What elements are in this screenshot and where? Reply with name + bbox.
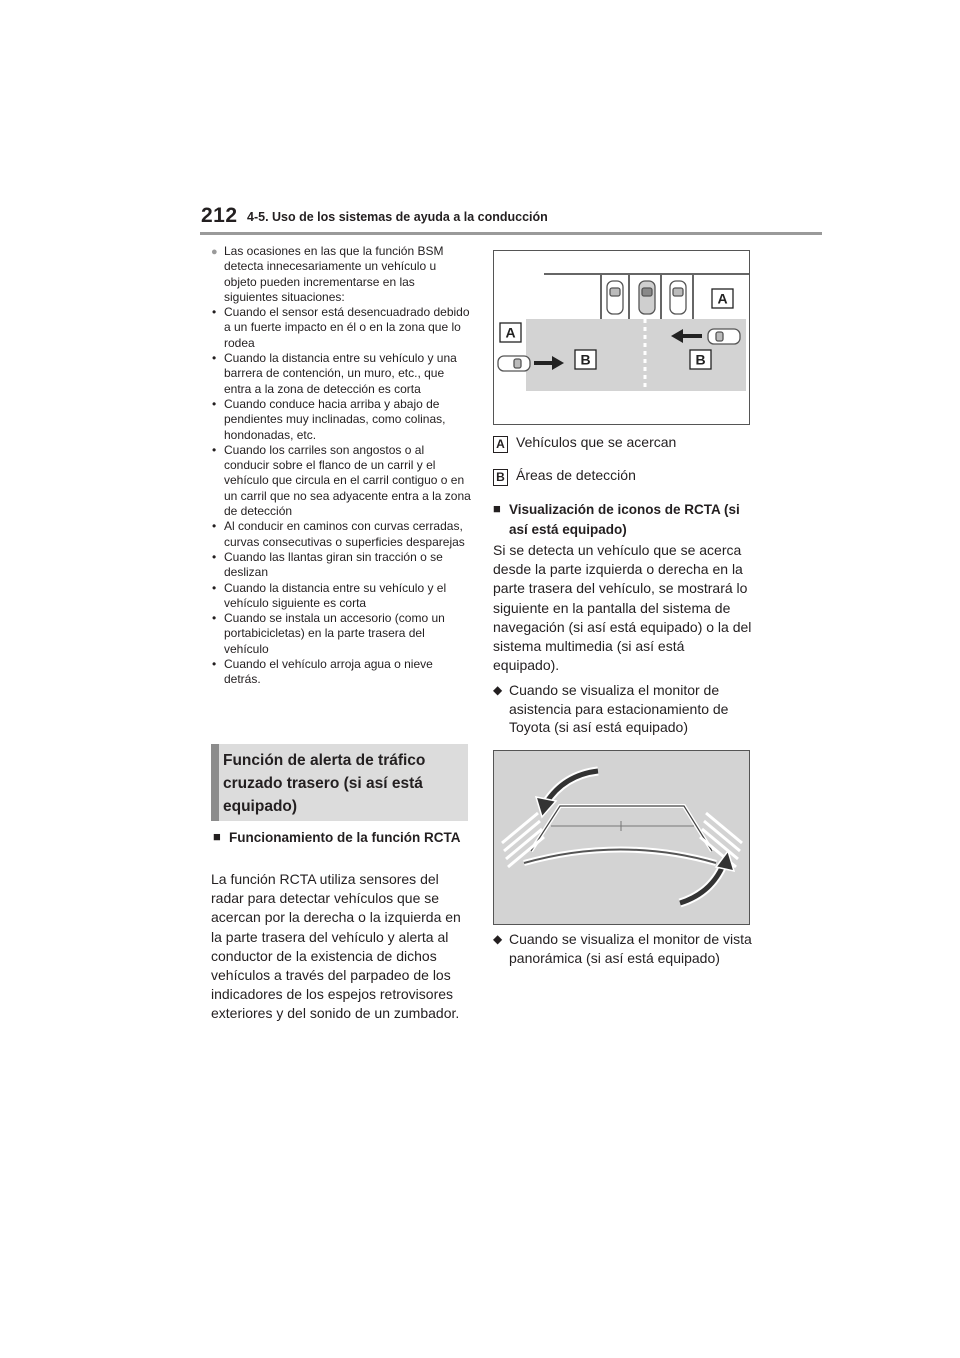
rcta-section-title: Función de alerta de tráfico cruzado trasero (si así está equipado) <box>223 752 426 815</box>
list-item: • Cuando el sensor está desencuadrado debido a un fuerte impacto en él o en la zona que lo rodea <box>211 305 471 351</box>
rcta-banner-accent <box>211 744 219 821</box>
display-item-text: Cuando se visualiza el monitor de vista panorámica (si así está equipado) <box>509 931 752 966</box>
header-rule <box>200 232 822 235</box>
rcta-subheading <box>213 828 463 848</box>
approaching-car-icon <box>498 356 530 371</box>
parking-monitor-diagram <box>494 751 749 924</box>
legend-key: B <box>493 469 508 486</box>
list-item: • Al conducir en caminos con curvas cerradas, curvas consecutivas o superficies desparejas <box>211 519 471 550</box>
section-title: 4-5. Uso de los sistemas de ayuda a la conducción <box>247 210 548 224</box>
situation-list <box>211 305 471 687</box>
legend-text: Áreas de detección <box>516 467 636 483</box>
parked-car-icon <box>639 281 655 314</box>
display-item <box>493 930 753 967</box>
rcta-subheading-text: Funcionamiento de la función RCTA <box>229 830 461 845</box>
display-item-text: Cuando se visualiza el monitor de asistencia para estacionamiento de Toyota (si así está equipado) <box>509 682 729 736</box>
list-item: • Cuando se instala un accesorio (como un portabicicletas) en la parte trasera del vehículo <box>211 611 471 657</box>
legend-item-a <box>493 434 676 453</box>
label-a-text: A <box>717 290 728 307</box>
label-b-text: B <box>580 351 591 368</box>
legend-text: Vehículos que se acercan <box>516 434 677 450</box>
display-item <box>493 681 753 737</box>
detection-diagram <box>494 251 749 424</box>
visual-subheading <box>493 500 753 540</box>
list-item: • Cuando las llantas giran sin tracción o se deslizan <box>211 550 471 581</box>
list-item: • Cuando los carriles son angostos o al conducir sobre el flanco de un carril y el vehículo que circula en el carril contiguo o en un carril que no sea adyacente entra a la zona de detección <box>211 443 471 519</box>
square-bullet-icon: ■ <box>493 501 501 516</box>
rcta-body: La función RCTA utiliza sensores del radar para detectar vehículos que se acercan por la derecha o la izquierda en la parte trasera del vehículo y alerta al conductor de la existencia de dichos vehículos a través del parpadeo de los indicadores de los espejos retrovisores exteriores y del sonido de un zumbador. <box>211 871 461 1022</box>
page-number: 212 <box>201 204 238 227</box>
label-a-text: A <box>505 324 516 341</box>
bsm-notes <box>211 244 471 688</box>
bsm-intro-text: Las ocasiones en las que la función BSM detecta innecesariamente un vehículo u objeto pueden incrementarse en las siguientes situaciones: <box>224 244 444 304</box>
visual-body: Si se detecta un vehículo que se acerca desde la parte izquierda o derecha en la parte trasera del vehículo, se mostrará lo siguiente en la pantalla del sistema de navegación (si así está equipado) o la del sistema multimedia (si así está equipado). <box>493 542 752 674</box>
label-a-left <box>500 323 521 342</box>
square-bullet-icon: ■ <box>213 829 221 844</box>
legend-key: A <box>493 436 508 453</box>
list-item: • Cuando conduce hacia arriba y abajo de pendientes muy inclinadas, como colinas, hondonadas, etc. <box>211 397 471 443</box>
label-b-left <box>575 350 596 369</box>
label-b-right <box>690 350 711 369</box>
list-item: • Cuando el vehículo arroja agua o nieve detrás. <box>211 657 471 688</box>
parked-car-icon <box>607 281 623 314</box>
diamond-bullet-icon: ◆ <box>493 683 503 697</box>
circle-bullet-icon: ● <box>211 246 218 258</box>
parked-car-icon <box>670 281 686 314</box>
rcta-detection-figure <box>493 250 750 425</box>
bsm-intro <box>211 244 471 305</box>
label-a-right <box>712 289 733 308</box>
list-item: • Cuando la distancia entre su vehículo y el vehículo siguiente es corta <box>211 581 471 612</box>
list-item: • Cuando la distancia entre su vehículo y una barrera de contención, un muro, etc., que entra a la zona de detección es corta <box>211 351 471 397</box>
visual-subheading-text: Visualización de iconos de RCTA (si así está equipado) <box>509 502 740 537</box>
diamond-bullet-icon: ◆ <box>493 932 503 946</box>
parking-monitor-figure <box>493 750 750 925</box>
legend-item-b <box>493 467 636 486</box>
approaching-car-icon <box>708 329 740 344</box>
label-b-text: B <box>695 351 706 368</box>
